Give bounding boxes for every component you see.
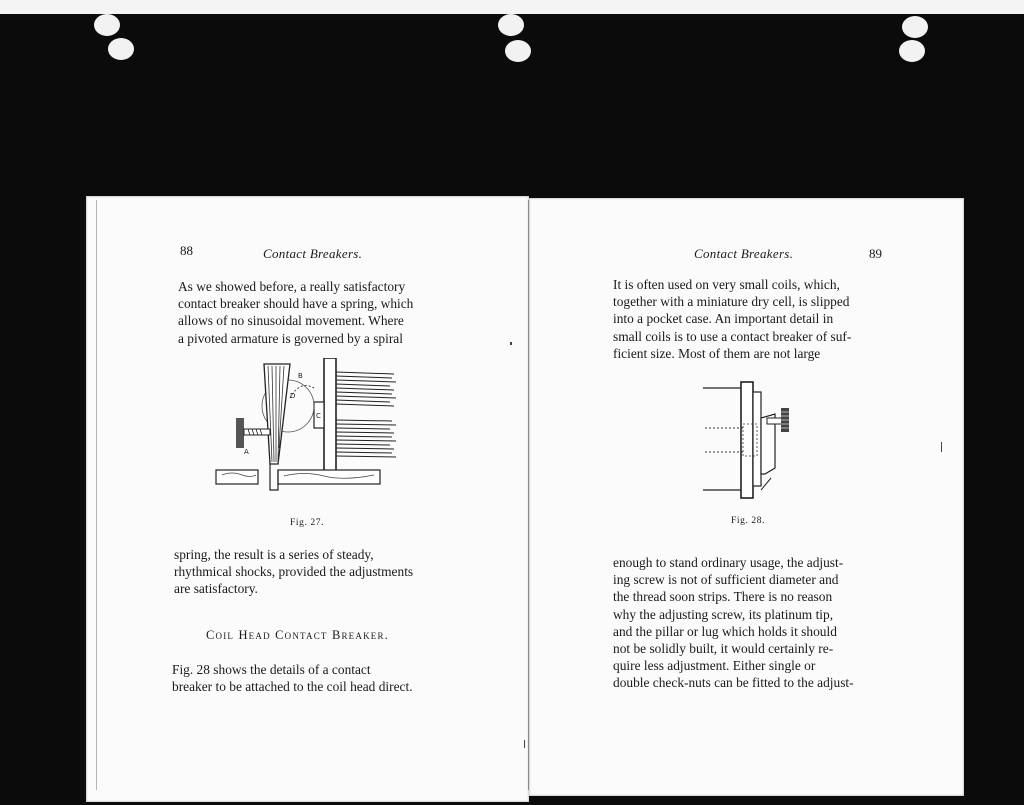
paragraph: Fig. 28 shows the details of a contact breaker to be attached to the coil head direct. bbox=[172, 662, 413, 695]
paragraph: enough to stand ordinary usage, the adjust- ing screw is not of sufficient diameter and the thread soon strips. There is no reason why the adjusting screw, its platinum tip, and the pillar or lug which holds it should not be solidly built, it would certainly re- quire less adjustment. Either single or double check-nuts can be fitted to the adjust- bbox=[613, 555, 854, 691]
gutter-fold bbox=[528, 200, 529, 790]
page-edge-line bbox=[96, 200, 97, 790]
binder-hole bbox=[505, 40, 531, 62]
section-heading: Coil Head Contact Breaker. bbox=[206, 628, 390, 642]
binder-hole bbox=[899, 40, 925, 62]
left-page bbox=[86, 196, 529, 802]
figure-caption: Fig. 28. bbox=[731, 516, 766, 526]
right-page bbox=[529, 198, 964, 796]
paragraph: As we showed before, a really satisfactory contact breaker should have a spring, which allows of no sinusoidal movement. Where a pivoted armature is governed by a spiral bbox=[178, 279, 414, 346]
figure-label: B bbox=[298, 372, 303, 380]
page-number: 89 bbox=[869, 246, 882, 261]
paragraph: It is often used on very small coils, which, together with a miniature dry cell, is slipped into a pocket case. An important detail in small coils is to use a contact breaker of suf- ficient size. Most of them are not large bbox=[613, 277, 852, 361]
page-number: 88 bbox=[180, 243, 193, 258]
figure-label: C bbox=[316, 412, 321, 420]
binder-hole bbox=[108, 38, 134, 60]
figure-28-drawing bbox=[701, 378, 801, 506]
binder-hole bbox=[902, 16, 928, 38]
scan-speck bbox=[941, 442, 942, 452]
scan-top-edge bbox=[0, 0, 1024, 14]
binder-hole bbox=[498, 14, 524, 36]
running-head: Contact Breakers. bbox=[694, 246, 794, 261]
paragraph: spring, the result is a series of steady, rhythmical shocks, provided the adjustments are satisfactory. bbox=[174, 547, 414, 597]
running-head: Contact Breakers. bbox=[263, 246, 363, 261]
binder-hole bbox=[94, 14, 120, 36]
figure-27-drawing bbox=[214, 358, 400, 498]
figure-label: A bbox=[244, 448, 249, 456]
scan-speck bbox=[510, 342, 512, 345]
scan-speck bbox=[524, 740, 525, 748]
figure-label: D bbox=[290, 392, 296, 400]
figure-caption: Fig. 27. bbox=[290, 518, 325, 528]
